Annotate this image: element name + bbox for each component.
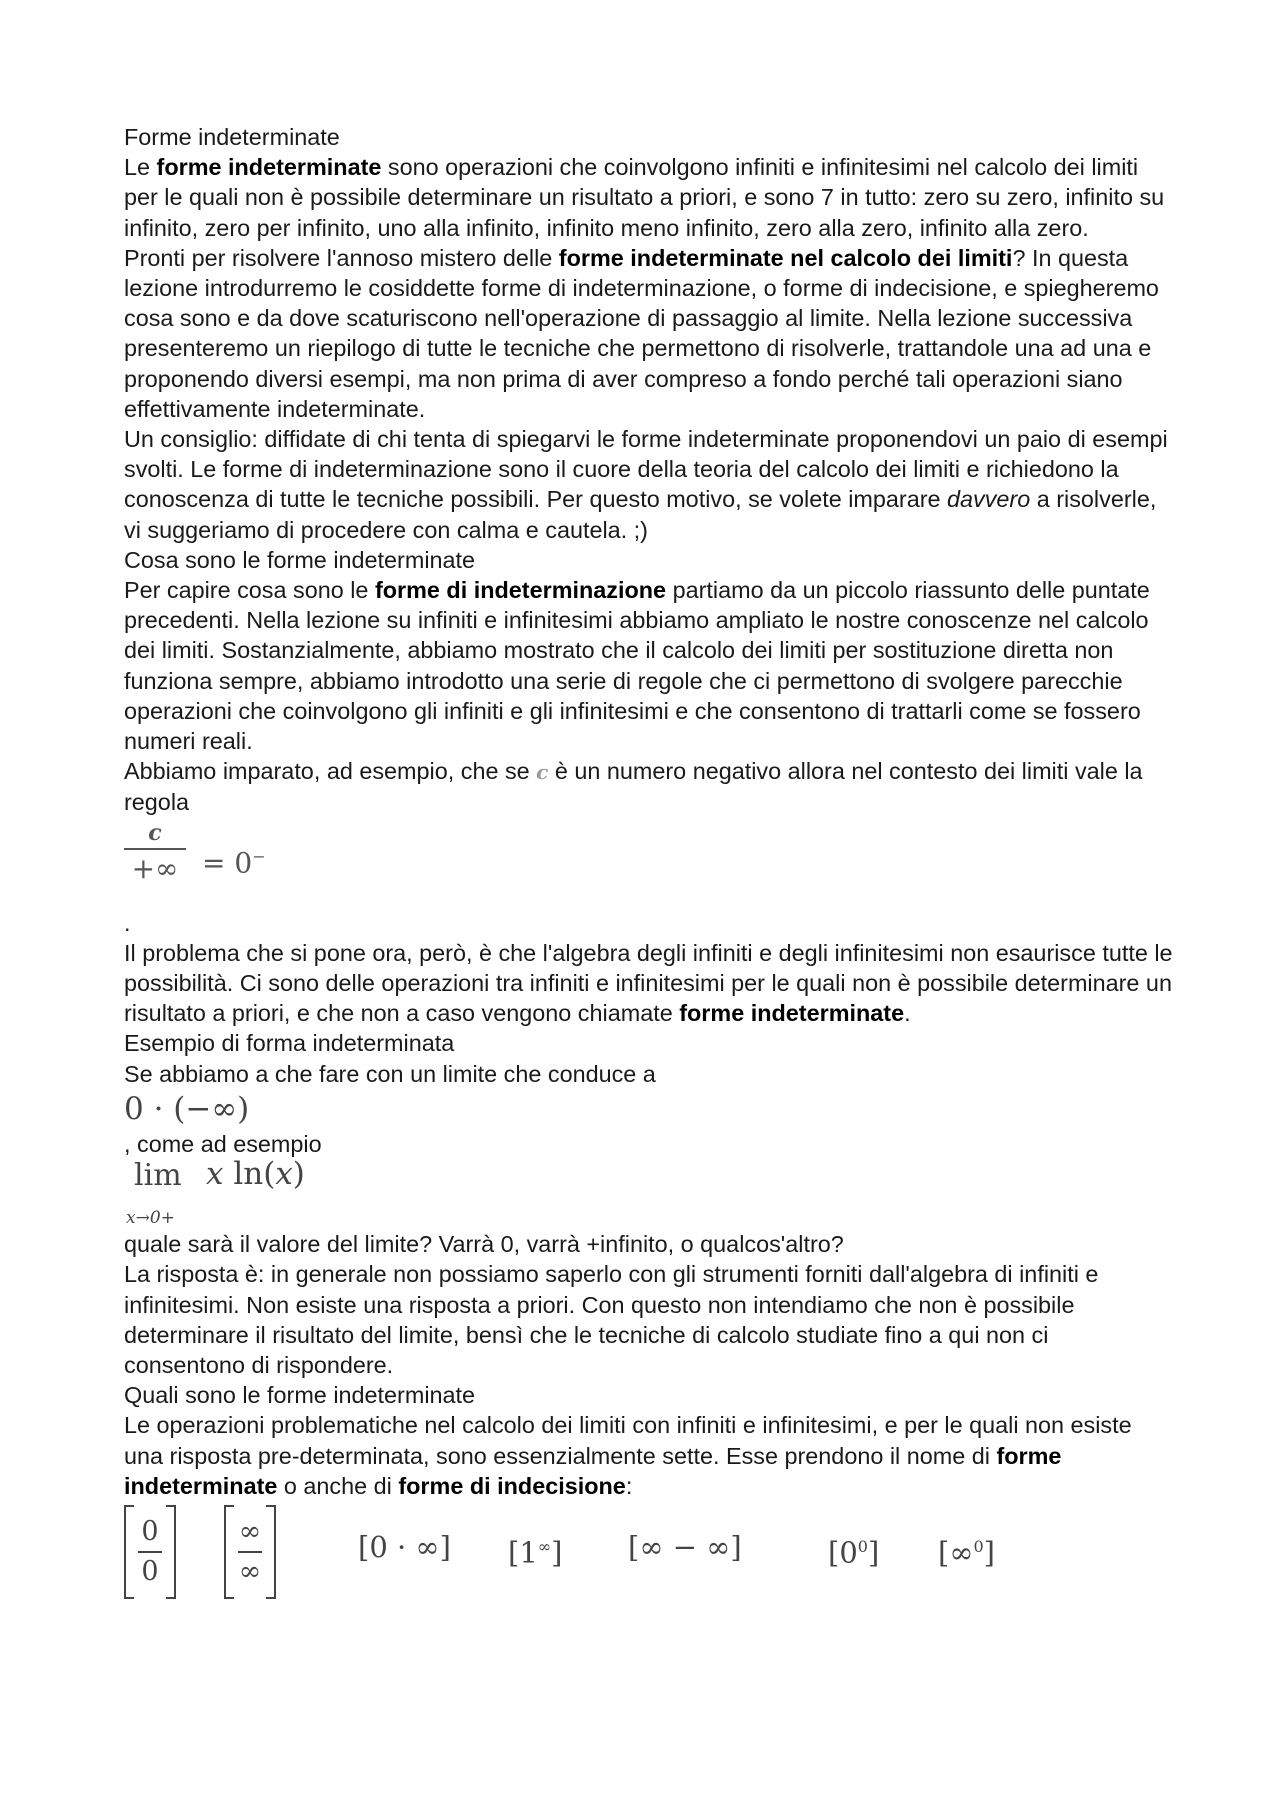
denominator: 0 [141,1555,159,1587]
text: Pronti per risolvere l'annoso mistero delle [124,244,559,271]
bracket-fraction [134,1505,166,1599]
text: sono operazioni che coinvolgono infiniti e infinitesimi nel calcolo dei limiti per le quali non è possibile determinare un risultato a priori, e sono 7 in tutto: zero su zero, infinito su infinito, zero per infinito, uno alla infinito, infinito meno infinito, zero alla zero, infinito alla zero. [124,154,1165,241]
limit-expression [206,1156,305,1193]
base: [∞ [938,1535,974,1570]
paragraph-pronti [124,243,1174,424]
text: è un numero negativo allora nel contesto dei limiti vale la regola [124,758,1143,816]
fraction-bar [138,1551,162,1553]
paren-close: ) [292,1156,305,1193]
equals-zero: = 0 [202,846,253,879]
paragraph-quale-valore: quale sarà il valore del limite? Varrà 0, varrà +infinito, o qualcos'altro? [124,1231,844,1258]
section-heading-esempio: Esempio di forma indeterminata [124,1030,455,1057]
page-title: Forme indeterminate [124,124,340,150]
form-zero-times-inf: [0 · ∞] [358,1529,451,1564]
indeterminate-forms-row [124,1505,1174,1605]
close-bracket: ] [551,1535,563,1570]
paragraph-esempio-regola [124,756,1174,817]
var-x: x [275,1156,293,1193]
fraction [124,820,186,886]
exponent: 0 [857,1536,868,1556]
close-bracket: ] [983,1535,995,1570]
close-bracket: ] [867,1535,880,1570]
bracket-right [266,1505,276,1599]
text: o anche di [277,1472,399,1499]
text: ? In questa lezione introdurremo le cosiddette forme di indeterminazione, o forme di indecisione, e spiegheremo cosa sono e da dove scaturiscono nell'operazione di passaggio al limite. Nella lezione successiva presenteremo un riepilogo di tutte le tecniche che permettono di risolverle, trattandole una ad una e proponendo diversi esempi, ma non prima di aver compreso a fondo perché tali operazioni siano effettivamente indeterminate. [124,244,1159,422]
bold-term: forme indeterminate [124,1442,1062,1499]
form-inf-to-zero [938,1527,995,1573]
numerator: 0 [141,1515,159,1547]
base: [1 [508,1535,538,1570]
bracket-left [124,1505,134,1599]
text: : [625,1472,633,1499]
bold-term: forme indeterminate nel calcolo dei limiti [558,244,1013,271]
text: Le [124,154,157,181]
fraction-bar [124,848,186,850]
paragraph-come-ad-esempio: , come ad esempio [124,1130,322,1157]
section-heading-quali-sono: Quali sono le forme indeterminate [124,1382,476,1409]
paragraph-consiglio [124,424,1174,545]
text: Un consiglio: diffidate di chi tenta di spiegarvi le forme indeterminate proponendovi un paio di esempi svolti. Le forme di indeterminazione sono il cuore della teoria del calcolo dei limiti e richiedono la conoscenza di tutte le tecniche possibili. Per questo motivo, se volete imparare [124,426,1168,513]
form-zero-over-zero [124,1505,176,1599]
paragraph-operazioni [124,1410,1174,1501]
form-inf-over-inf [224,1505,276,1599]
paragraph-problema [124,938,1174,1029]
form-inf-minus-inf: [∞ − ∞] [628,1529,742,1564]
ln-open: ln( [223,1156,276,1193]
bold-term: forme indeterminate [156,154,382,181]
bracket-left [224,1505,234,1599]
fraction-bar [238,1551,262,1553]
bold-term: forme di indecisione [398,1472,626,1499]
italic-term: davvero [947,486,1031,513]
document-page [124,122,1174,1605]
denominator: ∞ [238,1555,262,1587]
bold-term: forme indeterminate [679,1000,905,1027]
paragraph-risposta: La risposta è: in generale non possiamo saperlo con gli strumenti forniti dall'algebra di infiniti e infinitesimi. Non esiste una risposta a priori. Con questo non intendiamo che non è possibile determinare il risultato del limite, bensì che le tecniche di calcolo studiate fino a qui non ci consentono di rispondere. [124,1261,1099,1378]
base: [0 [828,1535,858,1570]
text: Abbiamo imparato, ad esempio, che se [124,758,537,785]
text: Per capire cosa sono le [124,577,375,604]
text: partiamo da un piccolo riassunto delle puntate precedenti. Nella lezione su infiniti e infinitesimi abbiamo ampliato le nostre conoscenze nel calcolo dei limiti. Sostanzialmente, abbiamo mostrato che il calcolo dei limiti per sostituzione diretta non funziona sempre, abbiamo introdotto una serie di regole che ci permettono di svolgere parecchie operazioni che coinvolgono gli infiniti e gli infinitesimi e che consentono di trattarli come se fossero numeri reali. [124,577,1150,755]
text: . [904,1000,911,1027]
limit-operator: lim [134,1158,182,1194]
paragraph-se-abbiamo: Se abbiamo a che fare con un limite che conduce a [124,1060,656,1087]
text: Le operazioni problematiche nel calcolo dei limiti con infiniti e infinitesimi, e per le quali non esiste una risposta pre-determinata, sono essenzialmente sette. Esse prendono il nome di [124,1412,1132,1469]
form-zero-to-zero [828,1527,879,1573]
fraction-denominator: +∞ [131,851,179,885]
paragraph-capire [124,575,1174,756]
formula-c-over-infinity [124,818,1174,908]
text: Il problema che si pone ora, però, è che l'algebra degli infiniti e degli infinitesimi non esaurisce tutte le possibilità. Ci sono delle operazioni tra infiniti e infinitesimi per le quali non è possibile determinare un risultato a priori, e che non a caso vengono chiamate [124,939,1173,1027]
text: a risolverle, vi suggeriamo di procedere con calma e cautela. ;) [124,486,1157,543]
bold-term: forme di indeterminazione [374,577,667,604]
exponent: ∞ [537,1536,552,1556]
numerator: ∞ [238,1515,262,1547]
fraction-numerator: c [148,819,162,846]
formula-zero-times-minus-infinity: 0 · (−∞) [124,1090,250,1127]
bracket-right [166,1505,176,1599]
dot: . [124,909,131,936]
paragraph-intro [124,152,1174,243]
superscript-minus: − [252,846,266,866]
bracket-fraction [234,1505,266,1599]
fraction-result [202,842,266,879]
limit-subscript: x→0+ [126,1208,175,1229]
formula-limit [124,1156,1174,1229]
exponent: 0 [973,1536,984,1556]
section-heading-cosa-sono: Cosa sono le forme indeterminate [124,546,476,573]
var-x: x [206,1156,224,1193]
form-one-to-inf [508,1527,562,1573]
math-variable-c: c [536,760,549,785]
